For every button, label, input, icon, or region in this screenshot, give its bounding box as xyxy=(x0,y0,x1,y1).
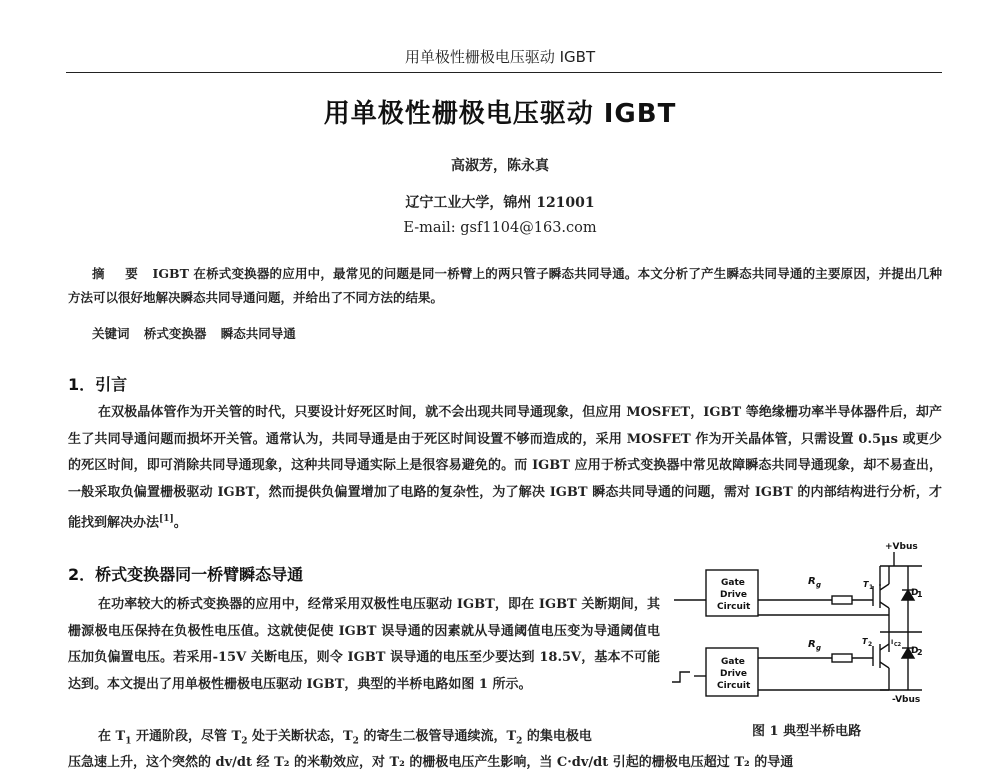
lower-driver-line3: Circuit xyxy=(717,681,751,691)
header-rule xyxy=(66,72,942,73)
ic2-label: I xyxy=(891,639,894,646)
keyword: 桥式变换器 xyxy=(143,326,207,341)
lower-rg-label: R xyxy=(808,639,816,650)
cut-off-line xyxy=(68,752,948,770)
upper-driver-line3: Circuit xyxy=(717,602,751,612)
d1-sub-text: 1 xyxy=(917,590,923,599)
lower-driver-line1: Gate xyxy=(721,657,745,667)
affiliation: 辽宁工业大学，锦州 121001 xyxy=(405,195,595,211)
vbus-neg-label: -Vbus xyxy=(892,695,921,705)
lower-gate-resistor xyxy=(832,654,852,662)
input-waveform-icon xyxy=(672,672,690,682)
email: E-mail: gsf1104@163.com xyxy=(403,220,597,236)
upper-driver-line1: Gate xyxy=(721,578,745,588)
upper-driver-line2: Drive xyxy=(720,590,747,600)
section-1-end: 。 xyxy=(173,515,187,531)
citation-ref: [1] xyxy=(159,514,174,524)
section-1-text: 在双极晶体管作为开关管的时代，只要设计好死区时间，就不会出现共同导通现象，但应用 MOSFET，IGBT 等绝缘栅功率半导体器件后，却产生了共同导通问题而损坏开关管。通常认为，共同导通是由于死区时间设置不够而造成的，采用 MOSFET 作为开关晶体管，只需设置 0.5μs 或更少的死区时间，即可消除共同导通现象，这种共同导通实际上是很容易避免的。而 IGBT 应用于桥式变换器中常见故障瞬态共同导通现象，却不易查出，一般采取负偏置栅极驱动 IGBT，然而提供负偏置增加了电路的复杂性，为了解决 IGBT 瞬态共同导通的问题，需对 IGBT 的内部结构进行分析，才能找到解决办法 xyxy=(68,405,942,531)
cut-off-line-text: 压急速上升，这个突然的 dv/dt 经 T₂ 的米勒效应，对 T₂ 的栅极电压产生影响，当 C·dv/dt 引起的栅极电压超过 T₂ 的导通 xyxy=(68,755,794,770)
running-head: 用单极性栅极电压驱动 IGBT xyxy=(404,48,596,66)
lower-rg-sub: g xyxy=(816,644,822,652)
d1-label: D xyxy=(911,588,919,598)
upper-rg-sub: g xyxy=(816,581,822,589)
t1-label: T xyxy=(863,580,869,589)
d2-label: D xyxy=(911,646,919,656)
abstract xyxy=(68,262,942,310)
section-1-paragraph xyxy=(68,400,942,537)
figure-caption: 图 1 典型半桥电路 xyxy=(752,724,862,739)
abstract-label: 摘 要 xyxy=(92,266,146,281)
section-2-paragraph: 在功率较大的桥式变换器的应用中，经常采用双极性电压驱动 IGBT，即在 IGBT 关断期间，其栅源极电压保持在负极性电压值。这就使促使 IGBT 误导通的因素就从导通阈值电压变为导通阈值电压加负偏置电压。若采用-15V 关断电压，则令 IGBT 误导通的电压至少要达到 18.5V，基本不可能达到。本文提出了用单极性栅极电压驱动 IGBT，典型的半桥电路如图 1 所示。 xyxy=(68,597,660,692)
keywords xyxy=(92,324,296,342)
section-1-heading: 1．引言 xyxy=(68,375,128,394)
lower-driver-line2: Drive xyxy=(720,669,747,679)
abstract-text: IGBT 在桥式变换器的应用中，最常见的问题是同一桥臂上的两只管子瞬态共同导通。本文分析了产生瞬态共同导通的主要原因，并提出几种方法可以很好地解决瞬态共同导通问题，并给出了不同方法的结果。 xyxy=(68,266,942,305)
paper-title: 用单极性栅极电压驱动 IGBT xyxy=(323,99,677,129)
section-2-heading: 2．桥式变换器同一桥臂瞬态导通 xyxy=(68,565,304,584)
half-bridge-circuit-figure xyxy=(672,540,952,710)
upper-gate-resistor xyxy=(832,596,852,604)
keyword: 瞬态共同导通 xyxy=(220,326,296,341)
d2-sub: 2 xyxy=(917,648,923,657)
authors: 高淑芳，陈永真 xyxy=(451,158,549,174)
upper-rg-label: R xyxy=(808,576,816,587)
section-2-next-paragraph: 在 $T_1$ 开通阶段，尽管 $T_2$ 处于关断状态，$T_2$ 的寄生二极管导通续流，$T_2$ 的集电极电 xyxy=(98,729,592,747)
t2-label: T xyxy=(862,637,868,646)
vbus-pos-label: +Vbus xyxy=(885,542,918,552)
t1-sub: 1 xyxy=(869,584,874,591)
t2-sub: 2 xyxy=(868,641,873,648)
ic2-sub: C2 xyxy=(894,642,902,648)
keywords-label: 关键词 xyxy=(92,326,130,341)
